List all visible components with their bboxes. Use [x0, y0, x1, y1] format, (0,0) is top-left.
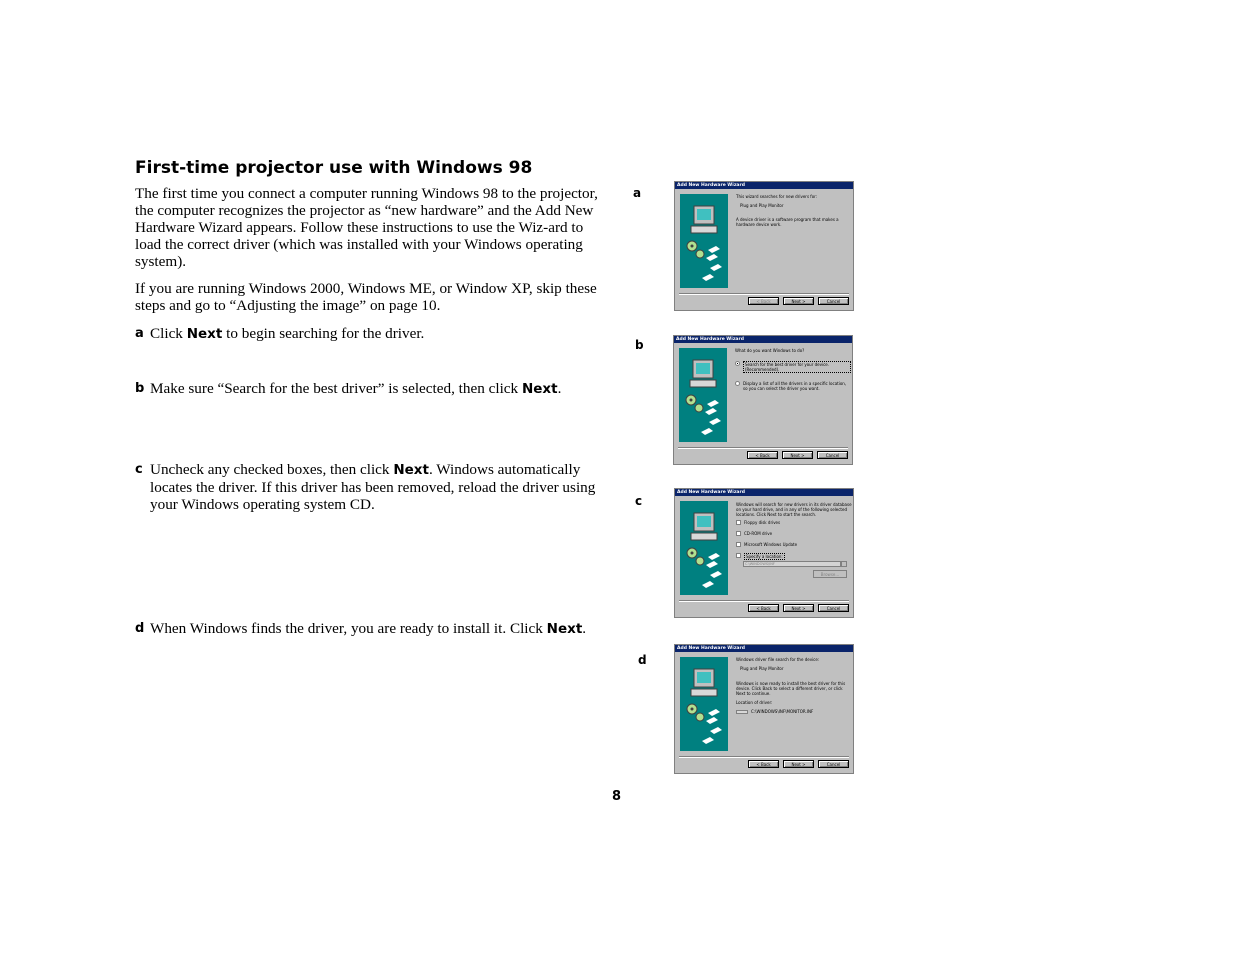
wizard-content	[736, 502, 852, 578]
checkbox-icon	[736, 531, 741, 536]
cancel-button[interactable]: Cancel	[818, 297, 849, 305]
computer-icon	[680, 501, 728, 595]
step-a	[135, 325, 605, 343]
step-text: Uncheck any checked boxes, then click	[150, 461, 394, 478]
back-button[interactable]: < Back	[748, 604, 779, 612]
figure-label-b: b	[635, 338, 644, 352]
step-text: to begin searching for the driver.	[222, 325, 425, 342]
step-text: .	[582, 620, 587, 637]
step-text: .	[557, 380, 562, 397]
divider	[679, 600, 849, 602]
wizard-text: This wizard searches for new drivers for:	[736, 194, 818, 199]
wizard-buttons	[747, 451, 848, 459]
next-button[interactable]: Next >	[783, 604, 814, 612]
step-d	[135, 620, 605, 638]
location-field: C:\WINDOWS\INF	[743, 561, 841, 567]
figure-label-c: c	[635, 494, 643, 508]
checkbox-icon	[736, 542, 741, 547]
wizard-buttons	[748, 760, 849, 768]
step-letter: d	[135, 621, 145, 636]
figure-label-a: a	[633, 186, 642, 200]
wizard-title-bar: Add New Hardware Wizard	[674, 336, 852, 343]
divider	[679, 756, 849, 758]
checkbox-icon	[736, 520, 741, 525]
next-button[interactable]: Next >	[783, 297, 814, 305]
specify-location-checkbox[interactable]	[736, 553, 852, 560]
wizard-text: Location of driver:	[736, 700, 773, 705]
step-letter: a	[135, 326, 144, 341]
step-text: Click	[150, 325, 187, 342]
device-name: Plug and Play Monitor	[740, 203, 784, 208]
step-text: Make sure “Search for the best driver” is selected, then click	[150, 380, 522, 397]
section-heading: First-time projector use with Windows 98	[135, 158, 533, 178]
option-label: Display a list of all the drivers in a specific location, so you can select the driver you want.	[743, 381, 847, 391]
wizard-screenshot-b	[673, 335, 853, 465]
radio-selected-icon	[735, 361, 740, 366]
step-b	[135, 380, 605, 398]
driver-path: C:\WINDOWS\INF\MONITOR.INF	[751, 709, 814, 714]
next-button[interactable]: Next >	[783, 760, 814, 768]
wizard-buttons	[748, 604, 849, 612]
back-button[interactable]: < Back	[747, 451, 778, 459]
wizard-buttons	[748, 297, 849, 305]
cdrom-checkbox[interactable]	[736, 531, 852, 536]
next-button[interactable]: Next >	[782, 451, 813, 459]
wizard-text: Windows driver file search for the device:	[736, 657, 820, 662]
wizard-question: What do you want Windows to do?	[735, 348, 805, 353]
location-combobox[interactable]	[743, 561, 852, 567]
step-bold-text: Next	[393, 462, 429, 478]
wizard-screenshot-a	[674, 181, 854, 311]
checkbox-label: Floppy disk drives	[744, 520, 781, 525]
file-icon	[736, 710, 748, 714]
wizard-content	[735, 348, 851, 396]
wizard-text: Windows is now ready to install the best driver for this device. Click Back to select a different driver, or click Next to continue.	[736, 681, 846, 696]
wizard-screenshot-c	[674, 488, 854, 618]
display-list-option[interactable]	[735, 381, 851, 391]
step-text: . Windows automatically locates the driver. If this driver has been removed, reload the driver using your Windows operating system CD.	[150, 461, 596, 513]
back-button[interactable]: < Back	[748, 760, 779, 768]
checkbox-label: CD-ROM drive	[744, 531, 773, 536]
wizard-text: A device driver is a software program that makes a hardware device work.	[736, 217, 839, 227]
wizard-title-bar: Add New Hardware Wizard	[675, 645, 853, 652]
floppy-checkbox[interactable]	[736, 520, 852, 525]
option-label: Search for the best driver for your device. (Recommended).	[743, 361, 851, 373]
divider	[678, 447, 848, 449]
device-name: Plug and Play Monitor	[740, 666, 784, 671]
step-letter: b	[135, 381, 145, 396]
step-bold-text: Next	[521, 381, 558, 397]
radio-icon	[735, 381, 740, 386]
cancel-button[interactable]: Cancel	[818, 760, 849, 768]
checkbox-icon	[736, 553, 741, 558]
figure-label-d: d	[638, 653, 647, 667]
intro-paragraph-2: If you are running Windows 2000, Windows ME, or Window XP, skip these steps and go to “Adjusting the image” on page 10.	[135, 280, 597, 314]
computer-icon	[680, 657, 728, 751]
chevron-down-icon[interactable]	[841, 561, 847, 567]
wizard-title-bar: Add New Hardware Wizard	[675, 182, 853, 189]
wizard-content	[736, 657, 852, 714]
wizard-title-bar: Add New Hardware Wizard	[675, 489, 853, 496]
wizard-text: Windows will search for new drivers in its driver database on your hard drive, and in any of the following selected locations. Click Next to start the search.	[736, 502, 852, 517]
step-bold-text: Next	[546, 621, 583, 637]
checkbox-label: Microsoft Windows Update	[744, 542, 798, 547]
step-bold-text: Next	[186, 326, 223, 342]
search-best-driver-option[interactable]	[735, 361, 851, 373]
divider	[679, 293, 849, 295]
cancel-button[interactable]: Cancel	[817, 451, 848, 459]
browse-button[interactable]: Browse...	[813, 570, 847, 578]
windows-update-checkbox[interactable]	[736, 542, 852, 547]
computer-icon	[679, 348, 727, 442]
wizard-content	[736, 194, 852, 231]
cancel-button[interactable]: Cancel	[818, 604, 849, 612]
driver-location	[736, 709, 852, 714]
intro-paragraph-1: The first time you connect a computer running Windows 98 to the projector, the computer recognizes the projector as “new hardware” and the Add New Hardware Wizard appears. Follow these instructions to use the Wiz-ard to load the correct driver (which was installed with your Windows operating system).	[135, 185, 598, 270]
step-text: When Windows finds the driver, you are ready to install it. Click	[150, 620, 547, 637]
wizard-screenshot-d	[674, 644, 854, 774]
checkbox-label: Specify a location:	[746, 554, 783, 559]
computer-icon	[680, 194, 728, 288]
page-number: 8	[612, 789, 622, 804]
step-letter: c	[135, 462, 143, 477]
step-c	[135, 461, 605, 513]
back-button[interactable]: < Back	[748, 297, 779, 305]
